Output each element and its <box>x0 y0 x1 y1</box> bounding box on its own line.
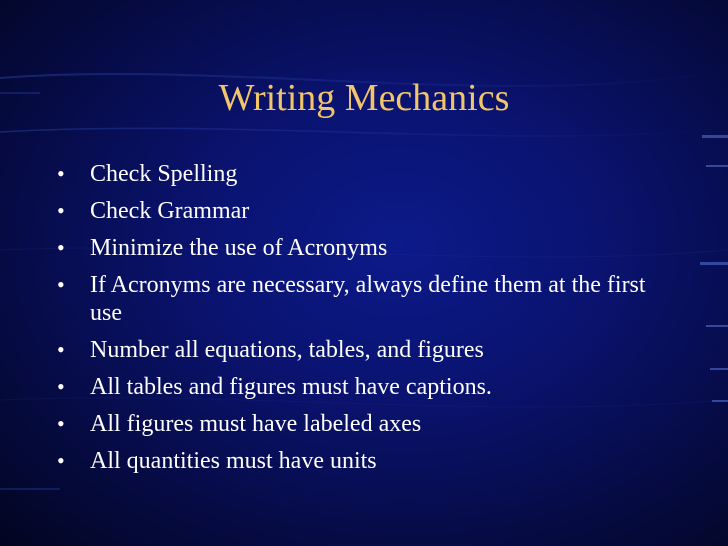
bullet-icon: • <box>57 272 65 297</box>
bullet-text: Check Spelling <box>90 161 238 187</box>
bullet-icon: • <box>57 235 65 260</box>
bullet-text: All figures must have labeled axes <box>90 411 422 437</box>
bullet-item <box>56 234 676 262</box>
bullet-text: Check Grammar <box>90 198 250 224</box>
bullet-item <box>56 336 676 364</box>
bullet-icon: • <box>57 448 65 473</box>
bullet-item <box>56 373 676 401</box>
slide-title: Writing Mechanics <box>218 77 510 119</box>
bullet-text: If Acronyms are necessary, always define them at the first use <box>90 272 646 326</box>
bullet-item <box>56 447 676 475</box>
bullet-icon: • <box>57 337 65 362</box>
bullet-text: Number all equations, tables, and figures <box>90 337 484 363</box>
bullet-text: All quantities must have units <box>90 448 377 474</box>
bullet-list <box>56 160 676 484</box>
bullet-icon: • <box>57 411 65 436</box>
bullet-item <box>56 160 676 188</box>
bullet-text: All tables and figures must have captions. <box>90 374 492 400</box>
bullet-icon: • <box>57 198 65 223</box>
bullet-text: Minimize the use of Acronyms <box>90 235 388 261</box>
bullet-icon: • <box>57 374 65 399</box>
bullet-item <box>56 410 676 438</box>
bullet-item <box>56 197 676 225</box>
bullet-item <box>56 271 676 327</box>
bullet-icon: • <box>57 161 65 186</box>
